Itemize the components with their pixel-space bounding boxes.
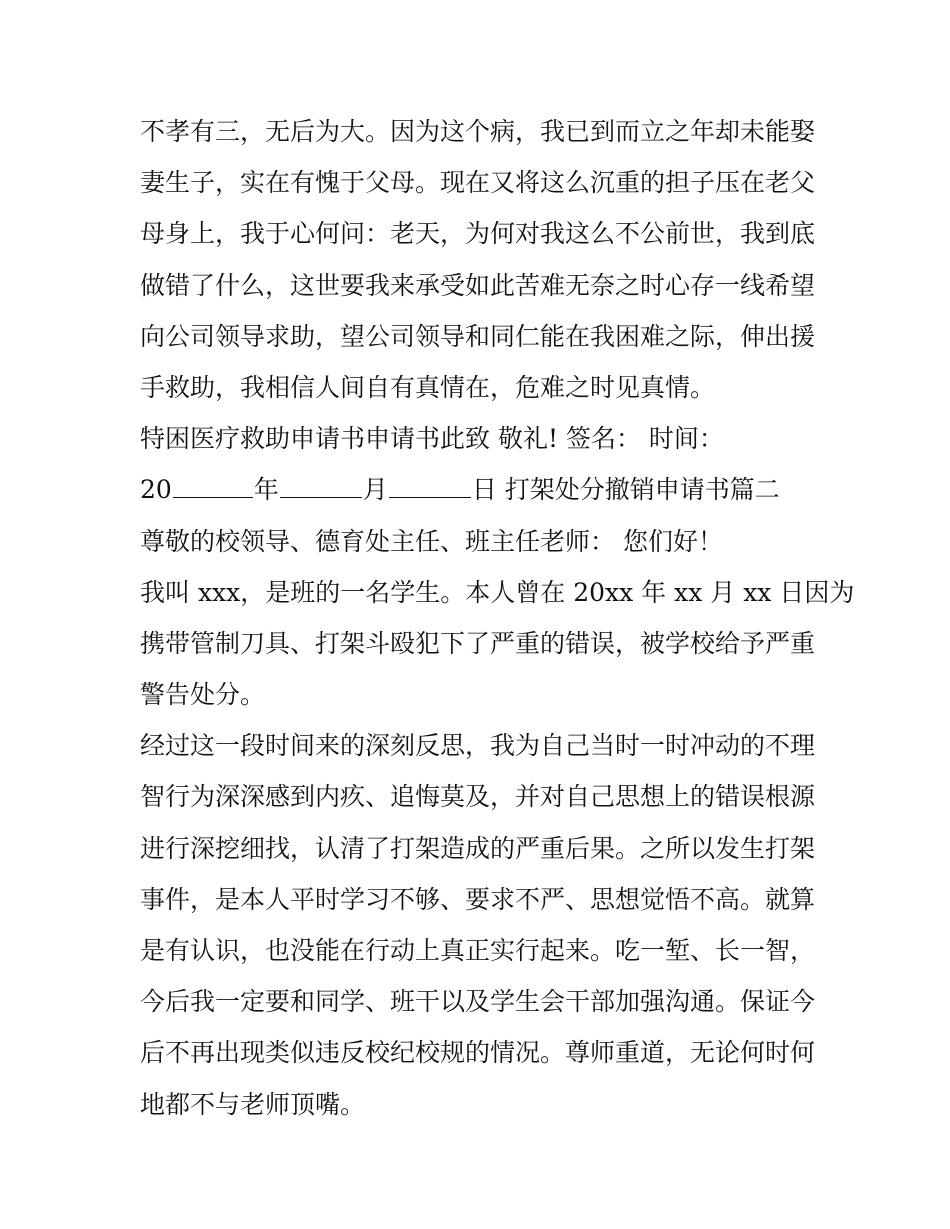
date-line bbox=[140, 464, 820, 515]
text-line: 手救助，我相信人间自有真情在，危难之时见真情。 bbox=[140, 372, 716, 402]
text-line: 地都不与老师顶嘴。 bbox=[140, 1089, 366, 1119]
day-label-and-title: 日 打架处分撤销申请书篇二 bbox=[471, 475, 780, 505]
text-line: 经过这一段时间来的深刻反思，我为自己当时一时冲动的不理 bbox=[140, 731, 816, 761]
document-body bbox=[140, 106, 855, 1130]
year-label: 年 bbox=[253, 475, 279, 505]
month-blank bbox=[280, 473, 362, 498]
text-line: 尊敬的校领导、德育处主任、班主任老师： 您们好！ bbox=[140, 526, 723, 556]
text-line: 携带管制刀具、打架斗殴犯下了严重的错误，被学校给予严重 bbox=[140, 628, 816, 658]
text-line: 特困医疗救助申请书申请书此致 敬礼! 签名： 时间： bbox=[140, 424, 724, 454]
text-line: 我叫 xxx，是班的一名学生。本人曾在 20xx 年 xx 月 xx 日因为 bbox=[140, 577, 855, 607]
text-line: 向公司领导求助，望公司领导和同仁能在我困难之际，伸出援 bbox=[140, 321, 816, 351]
month-label: 月 bbox=[362, 475, 388, 505]
year-blank bbox=[173, 473, 253, 498]
text-line: 是有认识，也没能在行动上真正实行起来。吃一堑、长一智， bbox=[140, 936, 816, 965]
text-line: 进行深挖细找，认清了打架造成的严重后果。之所以发生打架 bbox=[140, 833, 816, 863]
text-line: 母身上，我于心何问：老天，为何对我这么不公前世，我到底 bbox=[140, 219, 816, 249]
text-line: 警告处分。 bbox=[140, 680, 266, 710]
text-line: 后不再出现类似违反校纪校规的情况。尊师重道，无论何时何 bbox=[140, 1038, 816, 1068]
text-line: 事件，是本人平时学习不够、要求不严、思想觉悟不高。就算 bbox=[140, 884, 816, 914]
text-line: 做错了什么，这世要我来承受如此苦难无奈之时心存一线希望 bbox=[140, 270, 816, 300]
day-blank bbox=[389, 473, 471, 498]
text-line: 今后我一定要和同学、班干以及学生会干部加强沟通。保证今 bbox=[140, 987, 816, 1017]
text-line: 妻生子，实在有愧于父母。现在又将这么沉重的担子压在老父 bbox=[140, 168, 816, 198]
text-line: 不孝有三，无后为大。因为这个病，我已到而立之年却未能娶 bbox=[140, 117, 816, 146]
text-line: 智行为深深感到内疚、追悔莫及，并对自己思想上的错误根源 bbox=[140, 782, 816, 812]
date-prefix: 20 bbox=[140, 475, 172, 505]
